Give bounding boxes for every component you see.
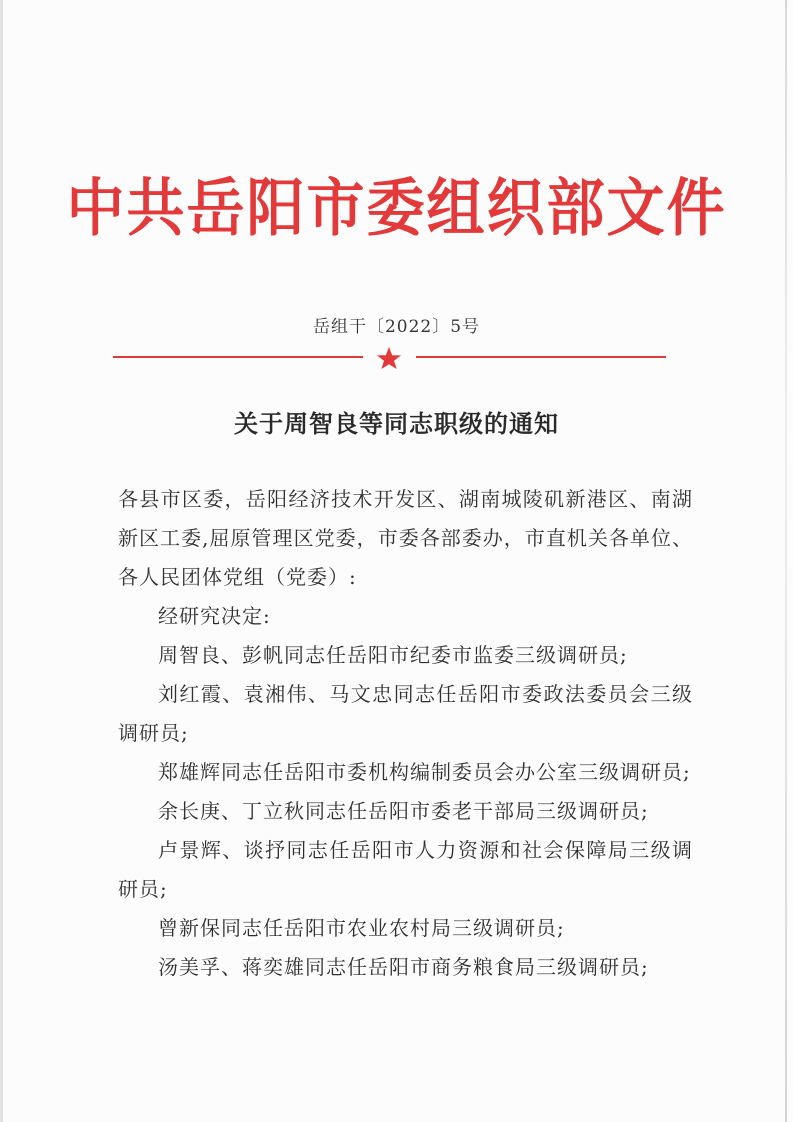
notice-title: 关于周智良等同志职级的通知	[234, 409, 559, 438]
body-paragraph: 曾新保同志任岳阳市农业农村局三级调研员;	[158, 916, 565, 940]
body-paragraph: 郑雄辉同志任岳阳市委机构编制委员会办公室三级调研员;	[158, 760, 691, 784]
body-paragraph: 刘红霞、袁湘伟、马文忠同志任岳阳市委政法委员会三级调研员;	[118, 682, 693, 745]
addressee: 各县市区委，岳阳经济技术开发区、湖南城陵矶新港区、南湖新区工委,屈原管理区党委，市委各部委办，市直机关各单位、各人民团体党组（党委）:	[118, 487, 693, 589]
star-icon	[375, 346, 403, 370]
body-paragraph: 汤美孚、蒋奕雄同志任岳阳市商务粮食局三级调研员;	[158, 955, 649, 979]
notice-body	[118, 480, 693, 987]
header-title: 中共岳阳市委组织部文件	[66, 171, 727, 245]
document-number: 岳组干〔2022〕5号	[312, 317, 481, 337]
divider-line-left	[113, 356, 363, 358]
header-divider	[113, 346, 666, 370]
body-paragraph: 卢景辉、谈抒同志任岳阳市人力资源和社会保障局三级调研员;	[118, 838, 693, 901]
body-paragraph: 经研究决定:	[158, 604, 271, 628]
body-paragraph: 周智良、彭帆同志任岳阳市纪委市监委三级调研员;	[158, 643, 628, 667]
body-paragraph: 余长庚、丁立秋同志任岳阳市委老干部局三级调研员;	[158, 799, 649, 823]
divider-line-right	[416, 356, 666, 358]
